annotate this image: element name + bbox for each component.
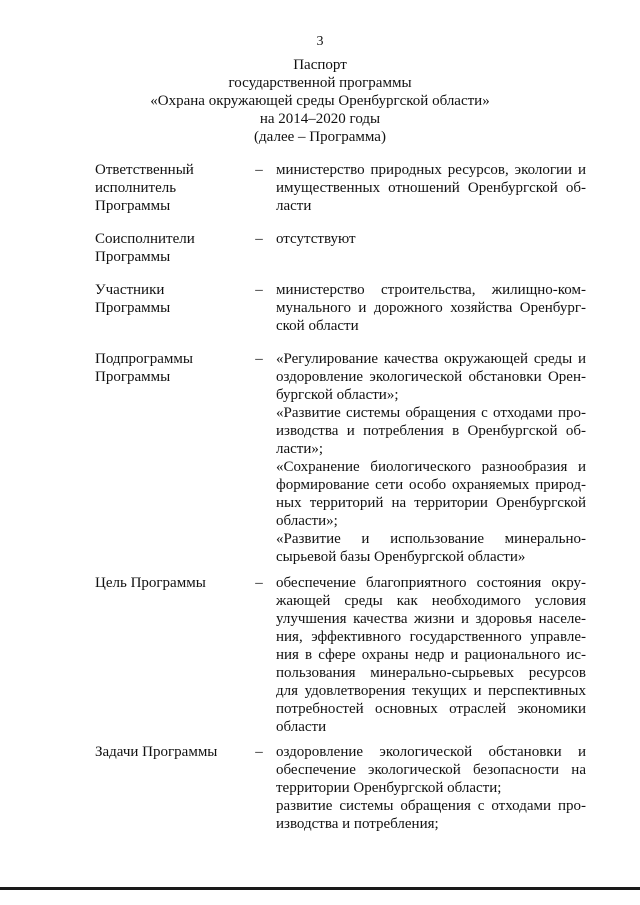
row-dash: – xyxy=(255,351,263,367)
value-line: сырьевой базы Оренбургской области» xyxy=(276,549,526,565)
value-line: формирование сети особо охраняемых природ- xyxy=(276,477,586,493)
value-line: «Развитие системы обращения с отходами про- xyxy=(276,405,586,421)
label-line: Участники xyxy=(95,282,165,298)
value-line: ласти xyxy=(276,198,312,214)
value-line: области xyxy=(276,719,327,735)
row-value xyxy=(276,161,586,215)
document-header xyxy=(0,56,640,146)
row-dash: – xyxy=(255,282,263,298)
value-line: министерство природных ресурсов, экологии и xyxy=(276,162,586,178)
row-value xyxy=(276,281,586,335)
label-line: Цель Программы xyxy=(95,575,206,591)
value-line: оздоровление экологической обстановки Орен- xyxy=(276,369,586,385)
value-line: улучшения качества жизни и здоровья населе- xyxy=(276,611,586,627)
label-line: Программы xyxy=(95,249,171,265)
row-label xyxy=(95,350,245,386)
row-dash: – xyxy=(255,231,263,247)
value-line: «Регулирование качества окружающей среды и xyxy=(276,351,586,367)
row-label xyxy=(95,230,245,266)
value-line: «Сохранение биологического разнообразия и xyxy=(276,459,586,475)
row-dash: – xyxy=(255,162,263,178)
value-line: мунального и дорожного хозяйства Оренбург- xyxy=(276,300,586,316)
label-line: Задачи Программы xyxy=(95,744,218,760)
header-line: государственной программы xyxy=(228,75,412,91)
value-line: ласти»; xyxy=(276,441,324,457)
header-line: на 2014–2020 годы xyxy=(259,111,381,127)
label-line: Программы xyxy=(95,369,171,385)
value-line: отсутствуют xyxy=(276,231,356,247)
row-dash: – xyxy=(255,744,263,760)
header-line: «Охрана окружающей среды Оренбургской области» xyxy=(150,93,490,109)
value-line: жающей среды как необходимого условия xyxy=(276,593,586,609)
header-line: (далее – Программа) xyxy=(254,129,386,145)
row-value xyxy=(276,574,586,736)
value-line: для удовлетворения текущих и перспективных xyxy=(276,683,586,699)
value-line: области»; xyxy=(276,513,338,529)
row-value xyxy=(276,743,586,833)
label-line: Ответственный xyxy=(95,162,194,178)
value-line: изводства и потребления; xyxy=(276,816,439,832)
label-line: исполнитель xyxy=(95,180,177,196)
value-line: оздоровление экологической обстановки и xyxy=(276,744,586,760)
value-line: «Развитие и использование минерально- xyxy=(276,531,586,547)
value-line: министерство строительства, жилищно-ком- xyxy=(276,282,586,298)
value-line: ния, эффективного государственного управле- xyxy=(276,629,586,645)
row-label xyxy=(95,574,245,592)
row-dash: – xyxy=(255,575,263,591)
label-line: Соисполнители xyxy=(95,231,195,247)
label-line: Подпрограммы xyxy=(95,351,193,367)
value-line: ных территорий на территории Оренбургской xyxy=(276,495,586,511)
value-line: пользования минерально-сырьевых ресурсов xyxy=(276,665,586,681)
value-line: потребностей основных отраслей экономики xyxy=(276,701,586,717)
value-line: территории Оренбургской области; xyxy=(276,780,502,796)
row-value xyxy=(276,350,586,566)
value-line: ской области xyxy=(276,318,359,334)
value-line: изводства и потребления в Оренбургской об- xyxy=(276,423,586,439)
value-line: обеспечение экологической безопасности на xyxy=(276,762,586,778)
row-value xyxy=(276,230,586,248)
bottom-rule xyxy=(0,887,640,890)
value-line: обеспечение благоприятного состояния окру- xyxy=(276,575,586,591)
value-line: ния в сфере охраны недр и рационального ис- xyxy=(276,647,586,663)
label-line: Программы xyxy=(95,300,171,316)
value-line: имущественных отношений Оренбургской об- xyxy=(276,180,586,196)
row-label xyxy=(95,161,245,215)
value-line: развитие системы обращения с отходами про- xyxy=(276,798,586,814)
row-label xyxy=(95,281,245,317)
value-line: бургской области»; xyxy=(276,387,399,403)
page-number: 3 xyxy=(316,34,324,49)
header-title: Паспорт xyxy=(293,57,347,73)
row-label xyxy=(95,743,245,761)
label-line: Программы xyxy=(95,198,171,214)
